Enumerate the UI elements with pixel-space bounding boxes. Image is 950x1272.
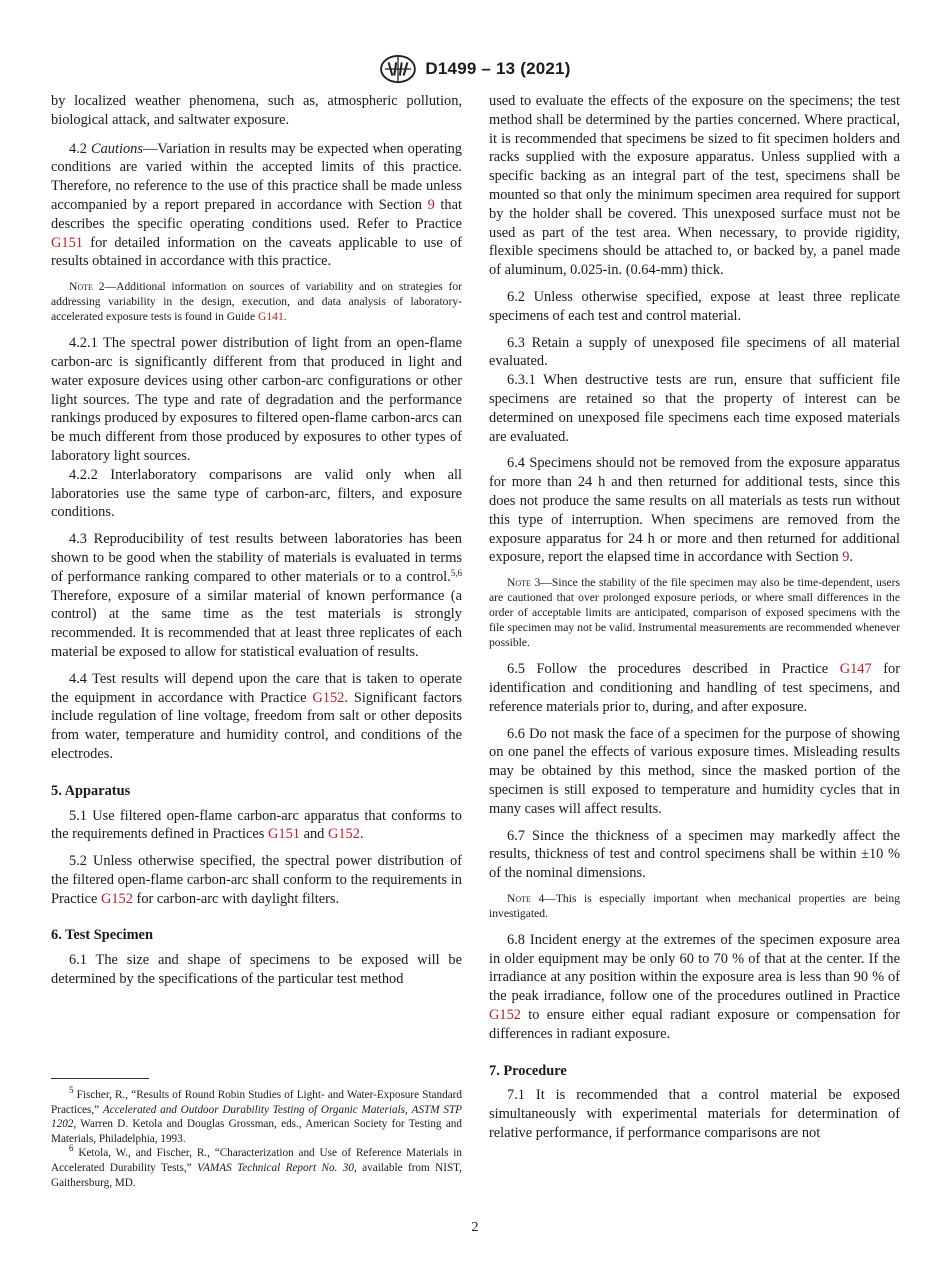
- paragraph-4-3: 4.3 Reproducibility of test results between laboratories has been shown to be good when the stability of materials is evaluated in terms of performance ranking compared to other materials or to a control.$^{5,6}$ Therefore, exposure of a similar material of known performance (a control) at the same time as the test materials is strongly recommended. It is recommended that at least three replicates of each material be exposed to allow for statistical evaluation of results.: [51, 531, 462, 660]
- footnote-6: $^6$ Ketola, W., and Fischer, R., “Characterization and Use of Reference Materials in Accelerated Durability Tests,” VAMAS Technical Report No. 30, available from NIST, Gaithersburg, MD.: [51, 1143, 462, 1189]
- paragraph-continuation: by localized weather phenomena, such as, atmospheric pollution, biological attack, and saltwater exposure.: [51, 93, 462, 128]
- paragraph-4-2: 4.2 Cautions—Variation in results may be expected when operating conditions are varied within the accepted limits of this practice. Therefore, no reference to the use of this practice shall be made unless accompanied by a report prepared in accordance with Section 9 that describes the specific operating conditions used. Refer to Practice G151 for detailed information on the caveats applicable to use of results obtained in accordance with this practice.: [51, 140, 462, 270]
- paragraph-4-4: 4.4 Test results will depend upon the care that is taken to operate the equipment in accordance with Practice G152. Significant factors include regulation of line voltage, freedom from salt or other deposits from water, temperature and humidity control, and conditions of the electrodes.: [51, 670, 462, 762]
- practice-link[interactable]: G147: [839, 661, 872, 678]
- note-2: Note 2—Additional information on sources of variability and on strategies for addressing variability in the design, execution, and data analysis of laboratory-accelerated exposure tests is found in Guide G141.: [51, 280, 462, 324]
- right-column: [489, 92, 900, 1151]
- section-heading-6: 6. Test Specimen: [51, 927, 153, 944]
- paragraph-6-3-1: 6.3.1 When destructive tests are run, ensure that sufficient file specimens are retained so that the property of interest can be determined on unexposed file specimens each time exposed materials are evaluated.: [489, 372, 900, 445]
- left-column: [51, 92, 462, 997]
- paragraph-4-2-1: 4.2.1 The spectral power distribution of light from an open-flame carbon-arc is significantly different from that produced in light and water exposure devices using other carbon-arc configurations or other light sources. The type and rate of degradation and the performance rankings produced by exposures to filtered open-flame carbon-arcs can be much different from those produced by exposures to other types of laboratory light sources.: [51, 335, 462, 464]
- note-3: Note 3—Since the stability of the file specimen may also be time-dependent, users are cautioned that over prolonged exposure periods, or where small differences in the order of acceptable limits are anticipated, comparison of exposed specimens with the file specimen may not be valid. Instrumental measurements are recommended whenever possible.: [489, 576, 900, 650]
- paragraph-4-2-2: 4.2.2 Interlaboratory comparisons are valid only when all laboratories use the same type of carbon-arc, filters, and exposure conditions.: [51, 466, 462, 521]
- page-header: [0, 52, 950, 86]
- section-heading-7: 7. Procedure: [489, 1062, 567, 1079]
- paragraph-6-5: 6.5 Follow the procedures described in Practice G147 for identification and conditioning and handling of test specimens, and reference materials prior to, during, and after exposure.: [489, 661, 900, 715]
- practice-link[interactable]: G151: [51, 234, 83, 251]
- guide-link[interactable]: G141: [258, 310, 284, 324]
- paragraph-7-1: 7.1 It is recommended that a control material be exposed simultaneously with experimental materials for determination of relative performance, if performance comparisons are not: [489, 1087, 900, 1142]
- paragraph-5-2: 5.2 Unless otherwise specified, the spectral power distribution of the filtered open-flame carbon-arc shall conform to the requirements in Practice G152 for carbon-arc with daylight filters.: [51, 853, 462, 907]
- paragraph-6-7: 6.7 Since the thickness of a specimen may markedly affect the results, thickness of test and control specimens shall be within ±10 % of the nominal dimensions.: [489, 827, 900, 882]
- footnote-5: $^5$ Fischer, R., “Results of Round Robin Studies of Light- and Water-Exposure Standard Practices,” Accelerated and Outdoor Durability Testing of Organic Materials, ASTM STP 1202, Warren D. Ketola and Douglas Grossman, eds., American Society for Testing and Materials, Philadelphia, 1993.: [51, 1085, 462, 1145]
- practice-link[interactable]: G152: [327, 826, 360, 843]
- practice-link[interactable]: G152: [312, 689, 345, 706]
- paragraph-6-4: 6.4 Specimens should not be removed from the exposure apparatus for more than 24 h and then returned for additional tests, since this does not produce the same results on all materials as tests run without this type of interruption. When specimens are removed from the exposure apparatus for 24 h or more and then returned for additional exposure, report the elapsed time in accordance with Section 9.: [489, 455, 900, 566]
- section-heading-5: 5. Apparatus: [51, 782, 131, 799]
- practice-link[interactable]: G152: [100, 890, 133, 907]
- paragraph-6-6: 6.6 Do not mask the face of a specimen for the purpose of showing on one panel the effects of various exposure times. Misleading results may be obtained by this method, since the masked portion of the specimen is still exposed to temperature and humidity cycles that in many cases will affect results.: [489, 725, 900, 817]
- footnotes: [51, 1085, 462, 1190]
- paragraph-6-1: 6.1 The size and shape of specimens to be exposed will be determined by the specifications of the particular test method: [51, 952, 462, 988]
- paragraph-6-1-continuation: used to evaluate the effects of the exposure on the specimens; the test method shall be determined by the parties concerned. Where practical, it is recommended that specimens be sized to fit specimen holders and racks supplied with the exposure apparatus. Unless supplied with a specific backing as an integral part of the test, specimens shall be mounted so that only the minimum specimen area required for support by the holder shall be covered. This unexposed surface must not be used as part of the test area. When necessary, to provide rigidity, flexible specimens should be attached to, or backed by, a panel made of aluminum, 0.025-in. (0.64-mm) thick.: [489, 93, 900, 279]
- paragraph-5-1: 5.1 Use filtered open-flame carbon-arc apparatus that conforms to the requirements defined in Practices G151 and G152.: [51, 807, 462, 843]
- practice-link[interactable]: G151: [267, 826, 300, 843]
- note-4: Note 4—This is especially important when mechanical properties are being investigated.: [489, 891, 900, 920]
- astm-logo-icon: [379, 54, 417, 84]
- paragraph-6-3: 6.3 Retain a supply of unexposed file specimens of all material evaluated.: [489, 334, 900, 370]
- footnote-rule: [51, 1078, 149, 1079]
- section-link[interactable]: 9: [842, 549, 850, 566]
- page-number: 2: [471, 1220, 479, 1235]
- document-designation: D1499 – 13 (2021): [425, 59, 571, 78]
- practice-link[interactable]: G152: [489, 1007, 521, 1024]
- paragraph-6-2: 6.2 Unless otherwise specified, expose at least three replicate specimens of each test and control material.: [489, 288, 900, 324]
- section-link[interactable]: 9: [427, 196, 435, 213]
- paragraph-6-8: 6.8 Incident energy at the extremes of the specimen exposure area in older equipment may be only 60 to 70 % of that at the center. If the irradiance at any position within the exposure area is less than 90 % of the peak irradiance, follow one of the procedures outlined in Practice G152 to ensure either equal radiant exposure or compensation for differences in radiant exposure.: [489, 931, 900, 1042]
